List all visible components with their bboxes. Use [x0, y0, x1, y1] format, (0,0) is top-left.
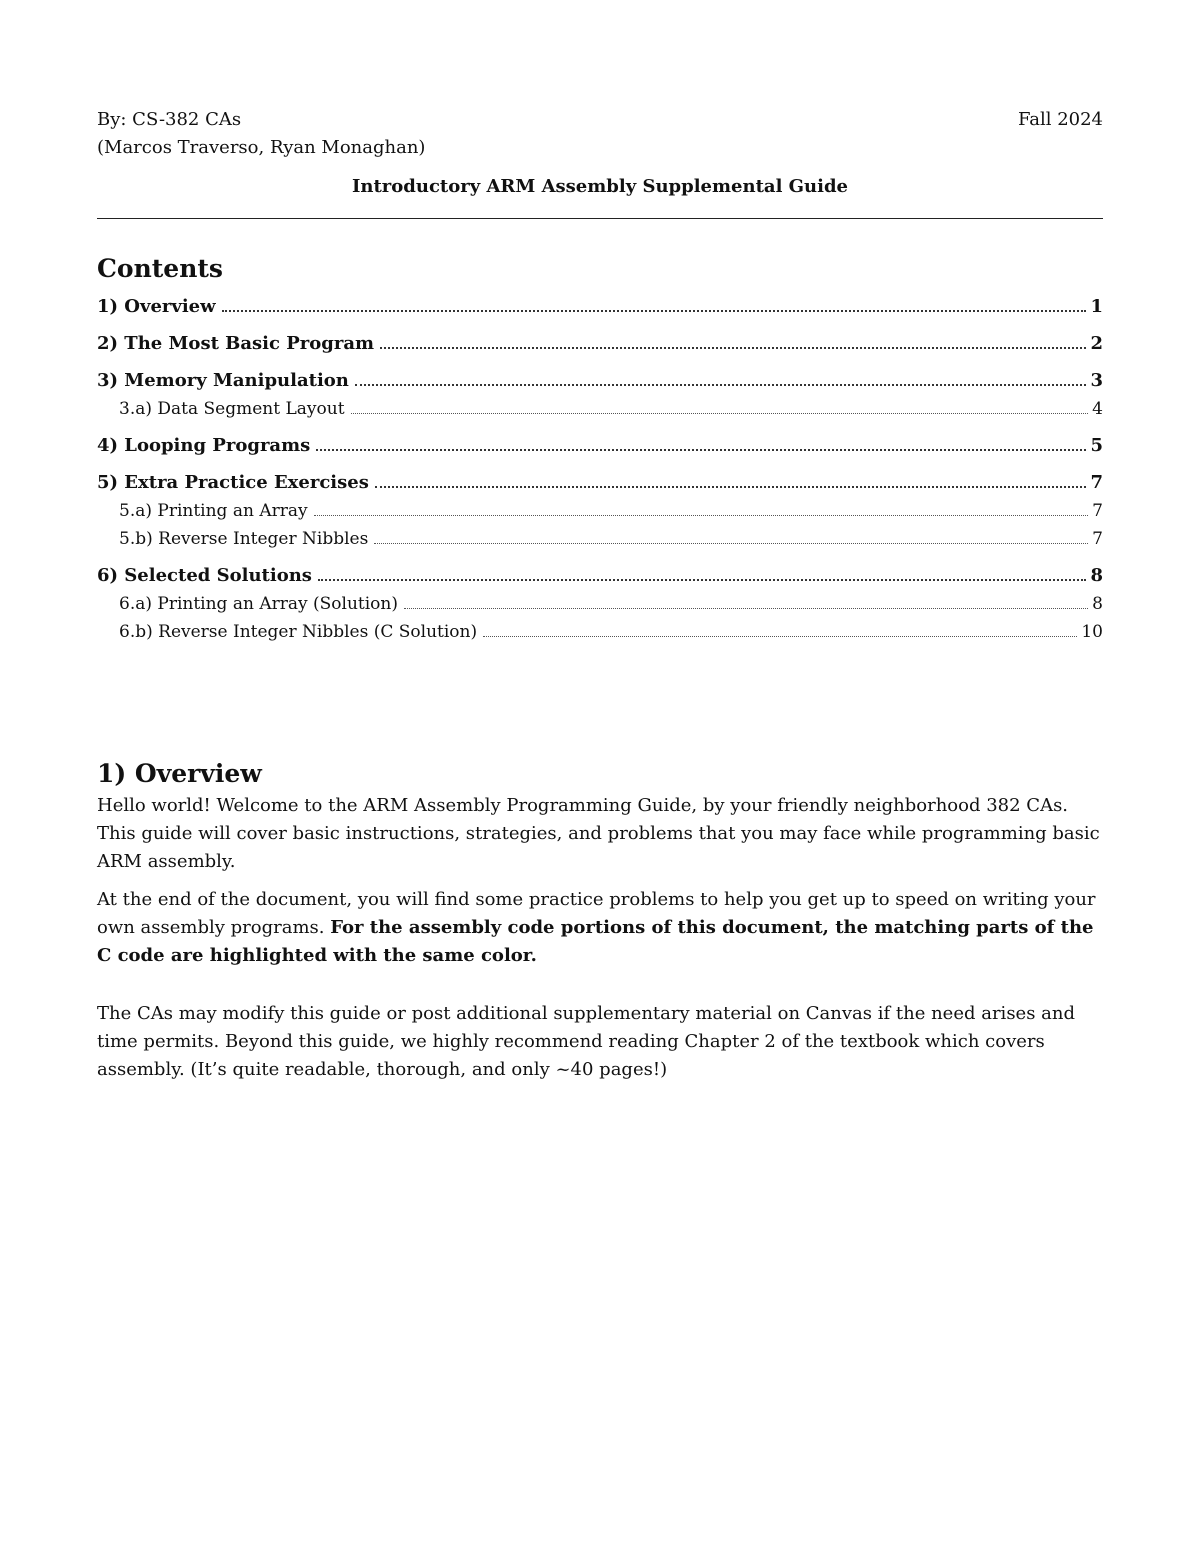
toc-group [97, 469, 1103, 553]
toc-leader-dots [314, 515, 1089, 516]
toc-entry-page: 1 [1090, 296, 1103, 317]
toc-entry-label: 3) Memory Manipulation [97, 370, 349, 391]
overview-paragraph-2-text: At the end of the document, you will find some practice problems to help you get up to speed on writing your own assembly programs. [97, 889, 1096, 938]
toc-group [97, 432, 1103, 460]
toc-entry-page: 10 [1081, 622, 1103, 642]
toc-subentry-reverse-integer-nibbles-c-solution[interactable] [97, 618, 1103, 646]
overview-heading: 1) Overview [97, 759, 262, 788]
toc-entry-page: 7 [1092, 529, 1103, 549]
toc-leader-dots [222, 310, 1087, 312]
toc-entry-label: 5.a) Printing an Array [119, 501, 308, 521]
toc-subentry-printing-an-array-solution[interactable] [97, 590, 1103, 618]
overview-paragraph-1: Hello world! Welcome to the ARM Assembly Programming Guide, by your friendly neighborhood 382 CAs. This guide will cover basic instructions, strategies, and problems that you may face while programming basic ARM assembly. [97, 795, 1100, 872]
overview-paragraph-2-bold: For the assembly code portions of this document, the matching parts of the C code are highlighted with the same color. [97, 917, 1094, 966]
toc-leader-dots [355, 384, 1087, 386]
toc-entry-label: 4) Looping Programs [97, 435, 311, 456]
toc-leader-dots [375, 486, 1087, 488]
toc-entry-label: 6) Selected Solutions [97, 565, 312, 586]
toc-entry-most-basic-program[interactable] [97, 330, 1103, 358]
toc-entry-label: 1) Overview [97, 296, 216, 317]
toc-entry-label: 2) The Most Basic Program [97, 333, 375, 354]
toc-entry-label: 6.b) Reverse Integer Nibbles (C Solution) [119, 622, 478, 642]
toc-leader-dots [318, 579, 1087, 581]
toc-group [97, 562, 1103, 646]
toc-entry-looping-programs[interactable] [97, 432, 1103, 460]
toc-entry-page: 2 [1090, 333, 1103, 354]
toc-subentry-data-segment-layout[interactable] [97, 395, 1103, 423]
toc-leader-dots [404, 608, 1088, 609]
author-line: By: CS-382 CAs [97, 109, 242, 130]
toc-group [97, 293, 1103, 321]
toc-entry-overview[interactable] [97, 293, 1103, 321]
toc-entry-page: 3 [1090, 370, 1103, 391]
table-of-contents [97, 293, 1103, 646]
toc-leader-dots [316, 449, 1086, 451]
toc-entry-label: 5) Extra Practice Exercises [97, 472, 369, 493]
toc-group [97, 330, 1103, 358]
toc-subentry-printing-an-array[interactable] [97, 497, 1103, 525]
toc-entry-page: 7 [1092, 501, 1103, 521]
toc-leader-dots [483, 636, 1077, 637]
header-row [97, 106, 1103, 134]
contents-heading: Contents [97, 254, 224, 283]
toc-entry-page: 8 [1090, 565, 1103, 586]
document-page [97, 106, 1103, 1094]
toc-entry-label: 3.a) Data Segment Layout [119, 399, 345, 419]
toc-entry-page: 4 [1092, 399, 1103, 419]
toc-entry-selected-solutions[interactable] [97, 562, 1103, 590]
overview-paragraph-2 [97, 886, 1103, 970]
toc-entry-label: 6.a) Printing an Array (Solution) [119, 594, 398, 614]
toc-entry-page: 5 [1090, 435, 1103, 456]
toc-group [97, 367, 1103, 423]
term: Fall 2024 [1017, 109, 1103, 130]
author-names: (Marcos Traverso, Ryan Monaghan) [97, 137, 426, 158]
overview-paragraph-3: The CAs may modify this guide or post additional supplementary material on Canvas if the need arises and time permits. Beyond this guide, we highly recommend reading Chapter 2 of the textbook which covers assembly. (It’s quite readable, thorough, and only ~40 pages!) [97, 1003, 1076, 1080]
toc-leader-dots [351, 413, 1089, 414]
toc-leader-dots [380, 347, 1086, 349]
toc-entry-extra-practice-exercises[interactable] [97, 469, 1103, 497]
toc-entry-memory-manipulation[interactable] [97, 367, 1103, 395]
toc-leader-dots [374, 543, 1088, 544]
title-divider [97, 218, 1103, 219]
toc-entry-page: 7 [1090, 472, 1103, 493]
toc-subentry-reverse-integer-nibbles[interactable] [97, 525, 1103, 553]
toc-entry-page: 8 [1092, 594, 1103, 614]
toc-entry-label: 5.b) Reverse Integer Nibbles [119, 529, 369, 549]
document-title: Introductory ARM Assembly Supplemental Guide [351, 176, 849, 197]
